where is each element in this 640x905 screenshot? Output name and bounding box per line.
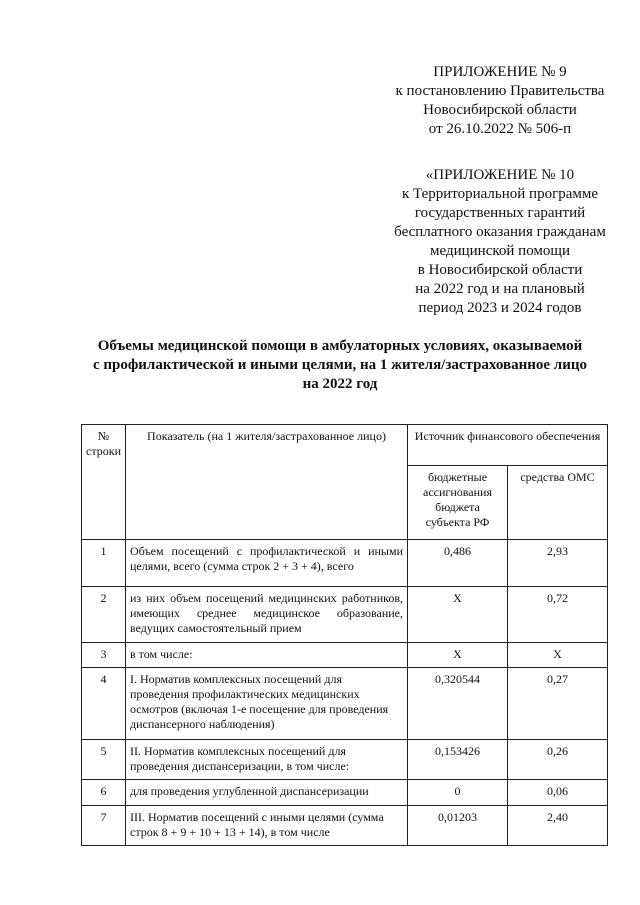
- row-budget-value: 0: [408, 780, 508, 806]
- row-indicator: в том числе:: [126, 643, 408, 668]
- title-line: с профилактической и иными целями, на 1 жителя/застрахованное лицо: [93, 357, 587, 373]
- row-budget-value: 0,01203: [408, 806, 508, 846]
- table-row: [82, 643, 608, 668]
- appendix-9-line: к постановлению Правительства: [395, 83, 605, 99]
- row-number: 6: [82, 780, 126, 806]
- row-budget-value: X: [408, 587, 508, 643]
- row-budget-value: 0,153426: [408, 740, 508, 780]
- appendix-10-line: на 2022 год и на плановый: [415, 281, 585, 297]
- appendix-10-line: к Территориальной программе: [401, 186, 599, 202]
- header-oms: средства ОМС: [508, 466, 608, 540]
- title-line: на 2022 год: [302, 376, 378, 392]
- table-row: [82, 780, 608, 806]
- appendix-9-line: ПРИЛОЖЕНИЕ № 9: [433, 64, 567, 80]
- row-indicator: I. Норматив комплексных посещений для проведения профилактических медицинских осмотров (включая 1-е посещение для проведения диспансерного наблюдения): [126, 668, 408, 740]
- row-indicator: для проведения углубленной диспансеризации: [126, 780, 408, 806]
- appendix-9-block: [380, 63, 620, 139]
- appendix-10-line: бесплатного оказания гражданам: [394, 224, 606, 240]
- row-indicator: III. Норматив посещений с иными целями (сумма строк 8 + 9 + 10 + 13 + 14), в том числе: [126, 806, 408, 846]
- row-number: 7: [82, 806, 126, 846]
- header-funding-source: Источник финансового обеспечения: [408, 425, 608, 466]
- row-number: 1: [82, 540, 126, 587]
- table-row: [82, 587, 608, 643]
- appendix-10-line: медицинской помощи: [430, 243, 570, 259]
- row-oms-value: 0,26: [508, 740, 608, 780]
- row-oms-value: 0,06: [508, 780, 608, 806]
- table-row: [82, 668, 608, 740]
- row-budget-value: 0,320544: [408, 668, 508, 740]
- row-number: 2: [82, 587, 126, 643]
- row-indicator: из них объем посещений медицинских работников, имеющих среднее медицинское образование, ведущих самостоятельный прием: [126, 587, 408, 643]
- row-oms-value: 0,27: [508, 668, 608, 740]
- row-indicator: Объем посещений с профилактической и иными целями, всего (сумма строк 2 + 3 + 4), всего: [126, 540, 408, 587]
- appendix-9-line: от 26.10.2022 № 506-п: [428, 121, 572, 137]
- title-line: Объемы медицинской помощи в амбулаторных условиях, оказываемой: [97, 338, 583, 354]
- appendix-10-line: государственных гарантий: [414, 205, 586, 221]
- header-row-number: № строки: [82, 425, 126, 540]
- row-indicator: II. Норматив комплексных посещений для проведения диспансеризации, в том числе:: [126, 740, 408, 780]
- appendix-9-line: Новосибирской области: [423, 102, 577, 118]
- header-indicator: Показатель (на 1 жителя/застрахованное лицо): [126, 425, 408, 540]
- table-row: [82, 806, 608, 846]
- row-budget-value: 0,486: [408, 540, 508, 587]
- document-title: [70, 337, 610, 394]
- appendix-10-line: «ПРИЛОЖЕНИЕ № 10: [425, 167, 575, 183]
- table-header-row: [82, 425, 608, 466]
- row-oms-value: X: [508, 643, 608, 668]
- table-row: [82, 540, 608, 587]
- table-row: [82, 740, 608, 780]
- appendix-10-line: период 2023 и 2024 годов: [418, 300, 582, 316]
- row-number: 5: [82, 740, 126, 780]
- row-oms-value: 2,93: [508, 540, 608, 587]
- volumes-table: [81, 424, 608, 846]
- header-budget: бюджетные ассигнования бюджета субъекта РФ: [408, 466, 508, 540]
- appendix-10-block: [380, 166, 620, 318]
- row-budget-value: X: [408, 643, 508, 668]
- row-number: 3: [82, 643, 126, 668]
- appendix-10-line: в Новосибирской области: [417, 262, 583, 278]
- row-number: 4: [82, 668, 126, 740]
- row-oms-value: 0,72: [508, 587, 608, 643]
- row-oms-value: 2,40: [508, 806, 608, 846]
